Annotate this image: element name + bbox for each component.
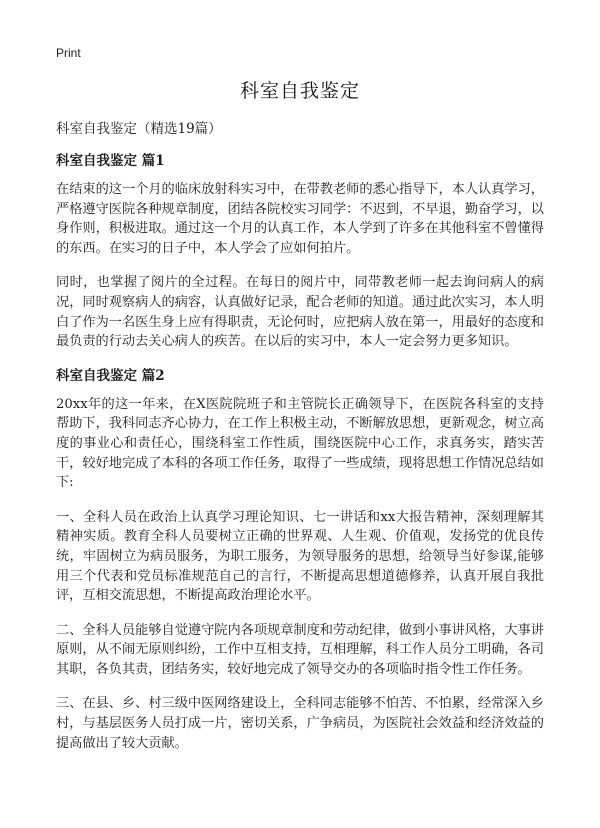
paragraph: 二、全科人员能够自觉遵守院内各项规章制度和劳动纪律，做到小事讲风格，大事讲原则，从不闹无原则纠纷，工作中互相支持，互相理解，科工作人员分工明确，各司其职，各负其责，团结务实，较好地完成了领导交办的各项临时指令性工作任务。 bbox=[56, 622, 544, 677]
document-body bbox=[56, 120, 544, 768]
paragraph: 三、在县、乡、村三级中医网络建设上，全科同志能够不怕苦、不怕累，经常深入乡村，与基层医务人员打成一片，密切关系，广争病员，为医院社会效益和经济效益的提高做出了较大贡献。 bbox=[56, 696, 544, 751]
section-1 bbox=[56, 152, 544, 352]
paragraph: 同时，也掌握了阅片的全过程。在每日的阅片中，同带教老师一起去询问病人的病况，同时观察病人的病容，认真做好记录，配合老师的知道。通过此次实习，本人明白了作为一名医生身上应有得职责，无论何时，应把病人放在第一，用最好的态度和最负责的行动去关心病人的疾苦。在以后的实习中，本人一定会努力更多知识。 bbox=[56, 275, 544, 350]
paragraph: 在结束的这一个月的临床放射科实习中，在带教老师的悉心指导下，本人认真学习，严格遵守医院各种规章制度，团结各院校实习同学：不迟到，不早退，勤奋学习，以身作则，积极进取。通过这一个月的认真工作，本人学到了许多在其他科室不曾懂得的东西。在实习的日子中，本人学会了应如何拍片。 bbox=[56, 182, 544, 256]
section-heading: 科室自我鉴定 篇1 bbox=[56, 153, 165, 169]
section-heading: 科室自我鉴定 篇2 bbox=[56, 367, 165, 384]
paragraph: 20xx年的这一年来，在X医院院班子和主管院长正确领导下，在医院各科室的支持帮助下，我科同志齐心协力，在工作上积极主动，不断解放思想，更新观念，树立高度的事业心和责任心，围绕科室工作性质，围绕医院中心工作，求真务实，踏实苦干，较好地完成了本科的各项工作任务，取得了一些成绩，现将思想工作情况总结如下: bbox=[56, 396, 544, 491]
print-link[interactable]: Print bbox=[56, 46, 81, 60]
document-title: 科室自我鉴定 bbox=[239, 80, 360, 102]
section-2 bbox=[56, 367, 544, 754]
paragraph: 一、全科人员在政治上认真学习理论知识、七一讲话和xx大报告精神，深刻理解其精神实质。教育全科人员要树立正确的世界观、人生观、价值观，发扬党的优良传统，牢固树立为病员服务，为职工服务，为领导服务的思想，给领导当好参谋,能够用三个代表和党员标准规范自己的言行，不断提高思想道德修养，认真开展自我批评，互相交流思想，不断提高政治理论水平。 bbox=[56, 509, 544, 604]
document-subtitle: 科室自我鉴定（精选19篇） bbox=[56, 121, 222, 137]
